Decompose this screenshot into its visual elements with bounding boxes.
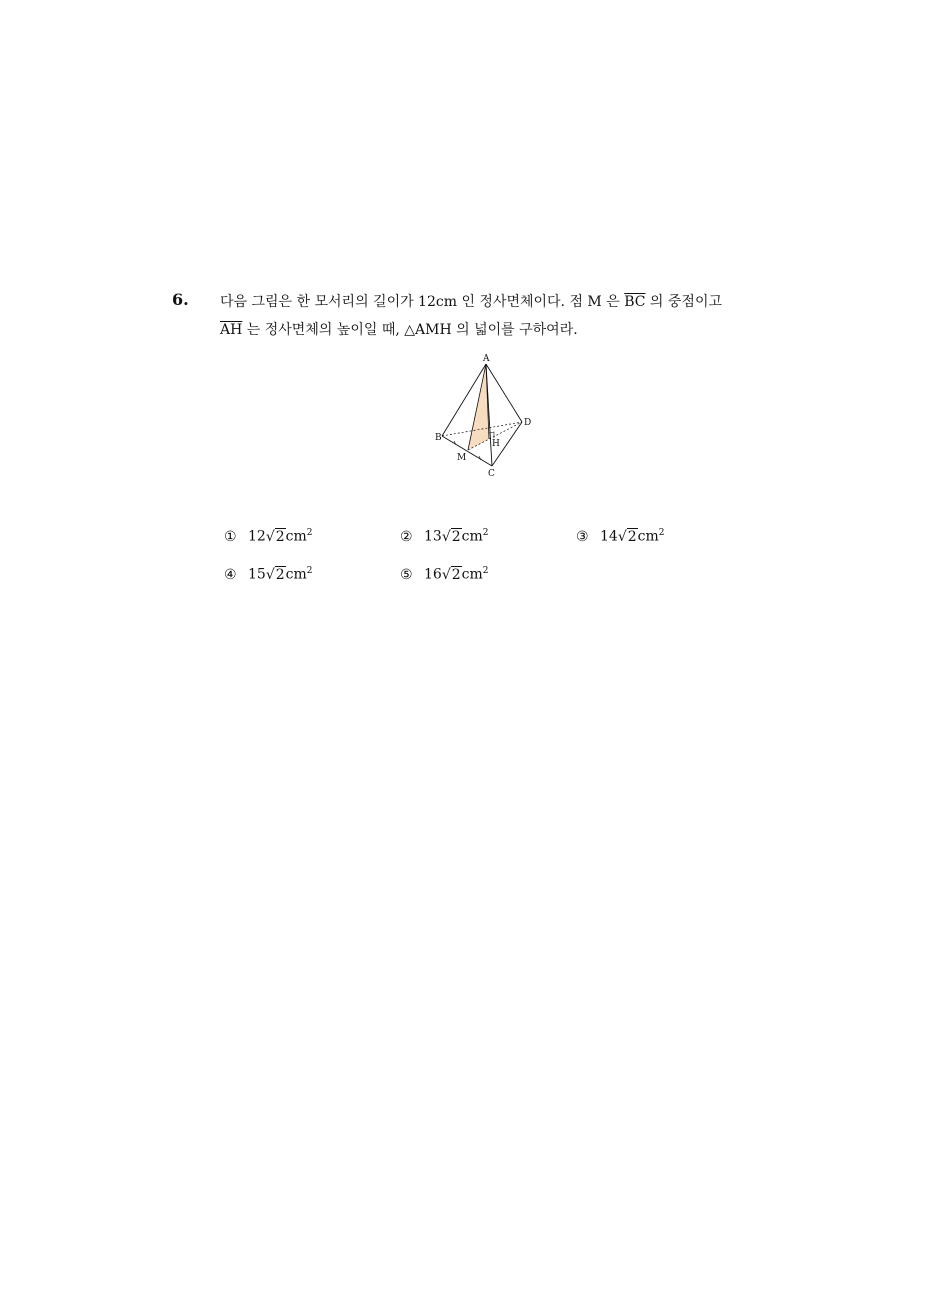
stem-text-1b: 의 중점이고 [645, 294, 722, 310]
radicand: 2 [451, 528, 461, 545]
question-stem [220, 288, 780, 344]
choice-mark: ⑤ [400, 566, 413, 583]
choice-coefficient: 16 [424, 566, 442, 583]
label-b: B [435, 433, 442, 443]
stem-text-2b: 는 정사면체의 높이일 때, △AMH 의 넓이를 구하여라. [242, 322, 578, 338]
sqrt-sign: √2 [265, 528, 285, 545]
segment-bc: $\overline{BC}$ [624, 294, 646, 310]
stem-line-1 [220, 288, 780, 316]
choice-coefficient: 13 [424, 528, 442, 545]
radicand: 2 [275, 528, 285, 545]
question-number: 6. [172, 290, 189, 309]
segment-ah: $\overline{AH}$ [220, 322, 243, 338]
unit: cm [461, 566, 483, 583]
label-h: H [492, 439, 500, 449]
exponent: 2 [306, 566, 313, 576]
exponent: 2 [482, 566, 489, 576]
choice-mark: ① [224, 528, 237, 545]
label-a: A [483, 354, 490, 364]
radicand: 2 [451, 566, 461, 583]
edge-ad [486, 364, 522, 422]
choice-3[interactable] [576, 528, 665, 545]
sqrt-sign: √2 [441, 566, 461, 583]
sqrt-sign: √2 [441, 528, 461, 545]
radicand: 2 [275, 566, 285, 583]
label-d: D [524, 418, 532, 428]
unit: cm [461, 528, 483, 545]
stem-text-1a: 다음 그림은 한 모서리의 길이가 12cm 인 정사면체이다. 점 M 은 [220, 294, 625, 310]
choice-5[interactable] [400, 566, 489, 583]
choice-mark: ④ [224, 566, 237, 583]
choice-coefficient: 15 [248, 566, 266, 583]
label-c: C [488, 469, 495, 479]
choice-mark: ③ [576, 528, 589, 545]
exponent: 2 [482, 528, 489, 538]
label-m: M [457, 453, 467, 463]
choice-4[interactable] [224, 566, 313, 583]
stem-line-2 [220, 316, 780, 344]
choice-1[interactable] [224, 528, 313, 545]
choice-mark: ② [400, 528, 413, 545]
choice-coefficient: 14 [600, 528, 618, 545]
sqrt-sign: √2 [265, 566, 285, 583]
choice-coefficient: 12 [248, 528, 266, 545]
choice-2[interactable] [400, 528, 489, 545]
sqrt-sign: √2 [617, 528, 637, 545]
unit: cm [285, 566, 307, 583]
tetrahedron-figure [430, 350, 540, 480]
exponent: 2 [306, 528, 313, 538]
exponent: 2 [658, 528, 665, 538]
radicand: 2 [627, 528, 637, 545]
unit: cm [637, 528, 659, 545]
unit: cm [285, 528, 307, 545]
